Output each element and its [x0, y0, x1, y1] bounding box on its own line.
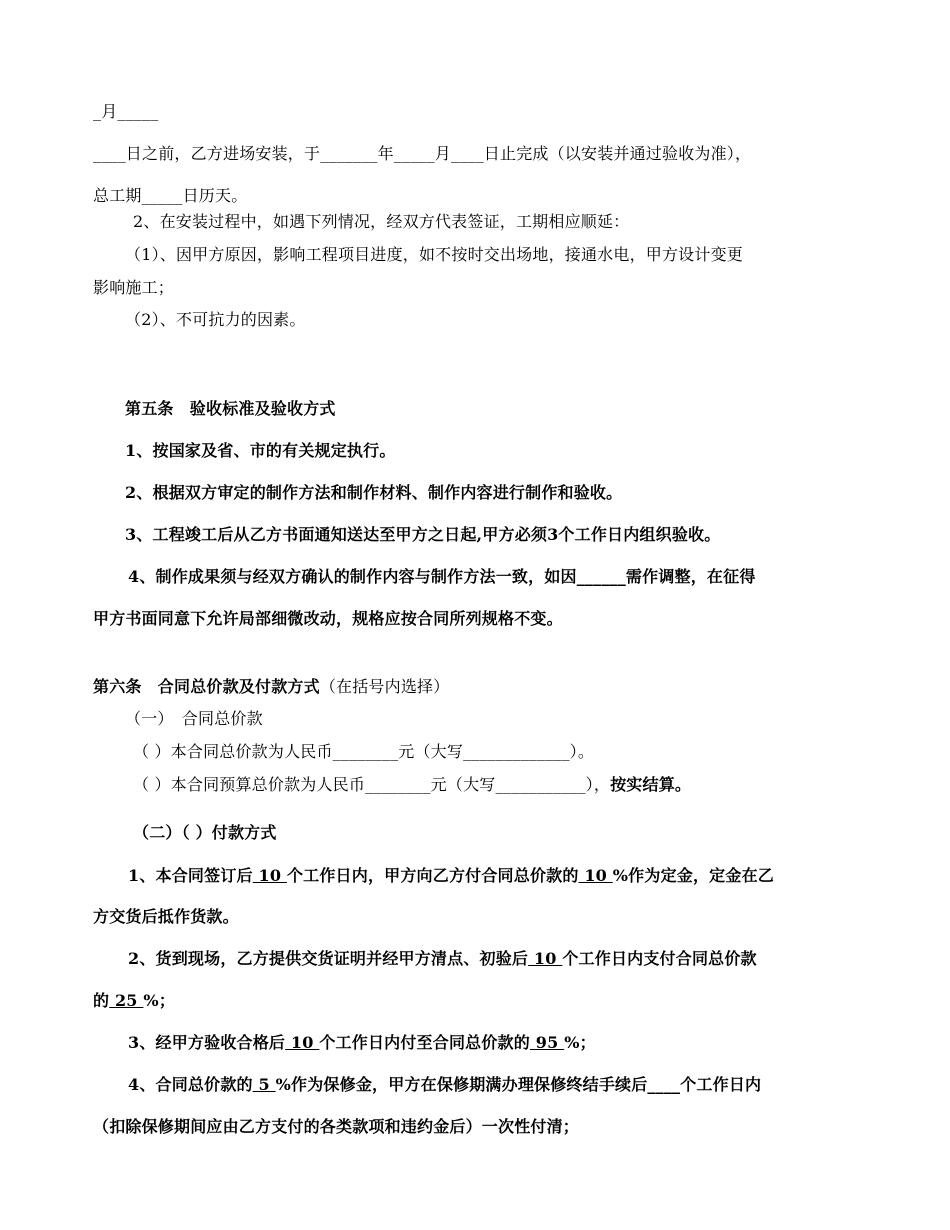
- text-line: 的 25 %；: [93, 991, 176, 1010]
- blank-field: ____: [647, 1075, 681, 1094]
- section-heading: （二）（ ）付款方式: [133, 823, 277, 842]
- text-line: （2）、不可抗力的因素。: [125, 310, 306, 329]
- days-value: 10: [528, 949, 563, 968]
- text-line: 2、在安装过程中，如遇下列情况，经双方代表签证，工期相应顺延：: [133, 212, 630, 231]
- text-line: 2、根据双方审定的制作方法和制作材料、制作内容进行制作和验收。: [125, 483, 623, 502]
- text-line: （1）、因甲方原因，影响工程项目进度，如不按时交出场地，接通水电，甲方设计变更: [125, 245, 743, 264]
- budget-text: （ ）本合同预算总价款为人民币________元（大写___________），: [133, 775, 611, 794]
- percent-value: 5: [252, 1075, 276, 1094]
- section-heading: [93, 676, 449, 698]
- text-line: （一） 合同总价款: [125, 709, 263, 728]
- text-line: 1、按国家及省、市的有关规定执行。: [125, 441, 396, 460]
- percent-value: 25: [109, 991, 144, 1010]
- text-line: [133, 774, 691, 796]
- days-value: 10: [252, 866, 287, 885]
- payment-item: 3、经甲方验收合格后 10 个工作日内付至合同总价款的 95 %；: [128, 1033, 596, 1052]
- days-value: 10: [285, 1033, 320, 1052]
- article-note: （在括号内选择）: [319, 677, 450, 696]
- text-line: 甲方书面同意下允许局部细微改动，规格应按合同所列规格不变。: [93, 609, 563, 628]
- text-line: 方交货后抵作货款。: [93, 907, 239, 926]
- text-line: 总工期_____日历天。: [93, 186, 248, 205]
- text-line: 4、制作成果须与经双方确认的制作内容与制作方法一致，如因______需作调整，在征得: [128, 567, 756, 586]
- text-line: 3、工程竣工后从乙方书面通知送达至甲方之日起,甲方必须3个工作日内组织验收。: [125, 525, 721, 544]
- text-line: ____日之前，乙方进场安装，于_______年_____月____日止完成（以安装并通过验收为准），: [93, 144, 752, 163]
- text-line: （扣除保修期间应由乙方支付的各类款项和违约金后）一次性付清；: [93, 1117, 580, 1136]
- percent-value: 10: [578, 866, 613, 885]
- budget-settle: 按实结算。: [610, 775, 692, 794]
- percent-value: 95: [529, 1033, 565, 1052]
- payment-item: 1、本合同签订后 10 个工作日内，甲方向乙方付合同总价款的 10 %作为定金，定金在乙: [128, 866, 774, 885]
- text-line: （ ）本合同总价款为人民币________元（大写_____________）。: [133, 742, 595, 761]
- payment-item: 2、货到现场，乙方提供交货证明并经甲方清点、初验后 10 个工作日内支付合同总价款: [128, 949, 757, 968]
- article-title: 第六条 合同总价款及付款方式: [93, 677, 320, 696]
- section-heading: 第五条 验收标准及验收方式: [125, 399, 336, 418]
- text-line: 影响施工；: [93, 278, 175, 297]
- text-line: _月_____: [93, 102, 159, 121]
- payment-item: 4、合同总价款的 5 %作为保修金，甲方在保修期满办理保修终结手续后____个工作日内: [128, 1075, 762, 1094]
